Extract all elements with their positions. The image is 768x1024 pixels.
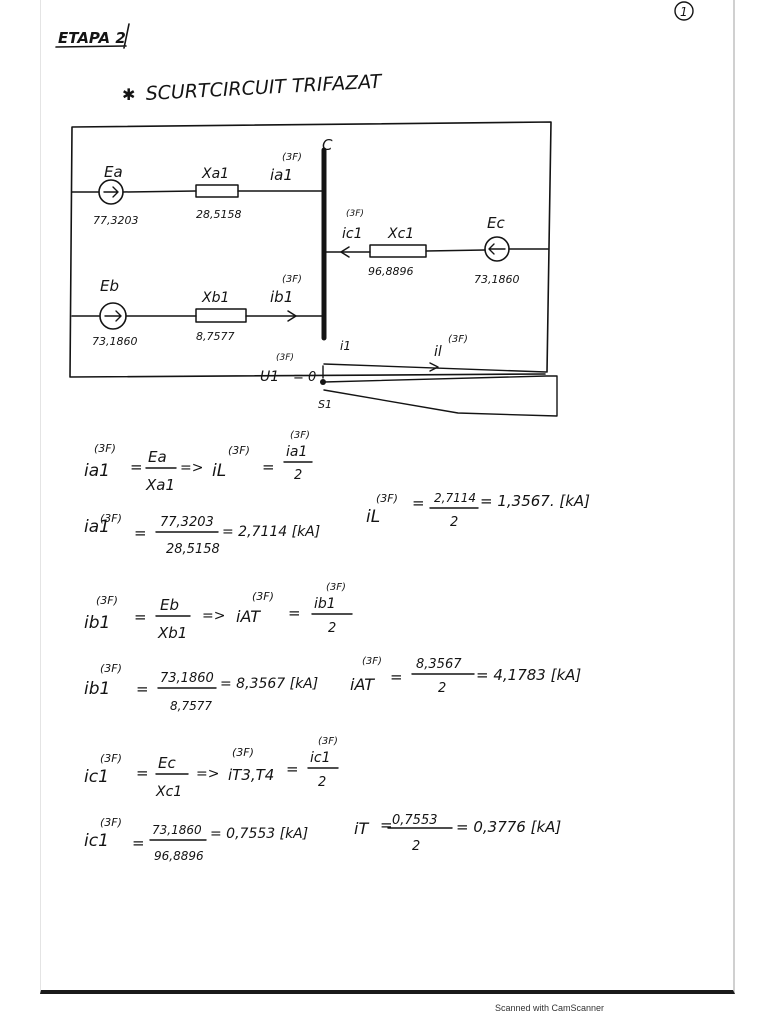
eq3-rhs-equals: =	[288, 604, 301, 622]
reactance-xc1-label: Xc1	[388, 226, 415, 242]
eq4-result: = 8,3567 [kA]	[220, 676, 319, 692]
current-il-superscript: (3F)	[448, 334, 468, 345]
eq5-rhs-equals: =	[286, 760, 299, 778]
eq5-rhs-num-sup: (3F)	[318, 736, 338, 747]
current-ib1-label: ib1	[270, 288, 294, 306]
eq1-rhs-num-sup: (3F)	[290, 430, 310, 441]
eq1-lhs: ia1	[84, 461, 110, 481]
eq1-num: Ea	[148, 448, 167, 466]
eq2b-den: 2	[450, 515, 459, 530]
eq5-rhs-den: 2	[318, 775, 327, 790]
eq6-den: 96,8896	[154, 849, 204, 863]
header	[56, 2, 693, 105]
eq4b-lhs-sup: (3F)	[362, 656, 382, 667]
eq1-lhs-sup: (3F)	[94, 442, 116, 455]
source-ec-arrow-icon	[489, 244, 505, 254]
voltage-u1-label: U1	[260, 369, 280, 385]
eq3-rhs-den: 2	[328, 621, 337, 636]
eq1-rhs: iL	[212, 461, 227, 481]
eq1-rhs-equals: =	[262, 458, 275, 476]
eq3-rhs-num-sup: (3F)	[326, 582, 346, 593]
eq1-implies: =>	[180, 460, 204, 476]
page-title: SCURTCIRCUIT TRIFAZAT	[145, 70, 382, 105]
eq3-lhs: ib1	[84, 613, 111, 633]
eq2-lhs: ia1	[84, 517, 110, 537]
eq6b-result: = 0,3776 [kA]	[456, 818, 562, 836]
fault-point-dot	[320, 379, 326, 385]
reactance-xb1-value: 8,7577	[196, 330, 235, 343]
eq2b-num: 2,7114	[434, 491, 476, 505]
current-i1-label: i1	[340, 339, 351, 353]
bullet-mark: ✱	[122, 85, 136, 104]
eq2-lhs-sup: (3F)	[100, 512, 122, 525]
eq5-rhs-num: ic1	[310, 750, 331, 766]
eq1-rhs-den: 2	[294, 468, 303, 483]
source-ec-label: Ec	[487, 214, 505, 232]
eq5-lhs: ic1	[84, 767, 109, 787]
eq1-den: Xa1	[146, 476, 176, 494]
reactance-xc1-value: 96,8896	[368, 265, 414, 278]
line-loop-lower	[324, 376, 557, 416]
eq6b-equals: =	[380, 816, 393, 834]
source-ec-value: 73,1860	[474, 273, 520, 286]
eq6-lhs-sup: (3F)	[100, 816, 122, 829]
eq2b-lhs-sup: (3F)	[376, 492, 398, 505]
eq3-rhs-num: ib1	[314, 596, 336, 612]
reactance-xb1-label: Xb1	[202, 290, 230, 306]
eq6-num: 73,1860	[152, 823, 202, 837]
source-ea-arrow-icon	[104, 187, 118, 197]
eq1-rhs-num: ia1	[286, 444, 308, 460]
eq2b-result: = 1,3567. [kA]	[480, 492, 591, 510]
eq4b-result: = 4,1783 [kA]	[476, 666, 582, 684]
eq4b-num: 8,3567	[416, 657, 462, 672]
current-ic1-label: ic1	[342, 226, 363, 242]
current-ia1-superscript: (3F)	[282, 152, 302, 163]
eq2-num: 77,3203	[160, 515, 214, 530]
stage-label: ETAPA 2	[58, 29, 126, 47]
fault-label: S1	[318, 398, 332, 411]
eq4-lhs-sup: (3F)	[100, 662, 122, 675]
eq1-rhs-sup: (3F)	[228, 444, 250, 457]
eq3-implies: =>	[202, 608, 226, 624]
branch-c-wire-mid	[426, 250, 485, 251]
reactance-xa1-value: 28,5158	[196, 208, 242, 221]
source-eb-arrow-icon	[105, 311, 121, 321]
voltage-u1-superscript: (3F)	[276, 353, 294, 363]
eq6-result: = 0,7553 [kA]	[210, 826, 309, 842]
reactance-xb1-box	[196, 309, 246, 322]
eq4-num: 73,1860	[160, 671, 214, 686]
source-eb-label: Eb	[100, 277, 119, 295]
reactance-xc1-box	[370, 245, 426, 257]
eq6b-num: 0,7553	[392, 813, 438, 828]
eq4b-equals: =	[390, 668, 403, 686]
bus-label: C	[322, 136, 333, 154]
calculations	[84, 430, 590, 863]
eq2b-lhs: iL	[366, 507, 381, 527]
eq4-lhs: ib1	[84, 679, 111, 699]
current-ia1-label: ia1	[270, 166, 293, 184]
source-ea-value: 77,3203	[93, 214, 139, 227]
eq6b-den: 2	[412, 839, 421, 854]
eq3-num: Eb	[160, 596, 179, 614]
current-il-label: il	[434, 344, 442, 360]
eq4b-den: 2	[438, 681, 447, 696]
eq6-lhs: ic1	[84, 831, 109, 851]
eq5-rhs: iT3,T4	[228, 766, 275, 784]
line-l1-arrow-icon	[430, 363, 438, 371]
eq3-rhs-sup: (3F)	[252, 590, 274, 603]
eq5-den: Xc1	[156, 784, 183, 800]
eq2-den: 28,5158	[166, 542, 220, 557]
eq5-equals: =	[136, 764, 149, 782]
source-eb-value: 73,1860	[92, 335, 138, 348]
circuit-diagram	[70, 122, 557, 416]
eq5-rhs-sup: (3F)	[232, 746, 254, 759]
eq3-equals: =	[134, 608, 147, 626]
eq5-num: Ec	[158, 754, 176, 772]
voltage-u1-value: = 0	[293, 370, 317, 385]
reactance-xa1-label: Xa1	[202, 166, 230, 182]
eq3-lhs-sup: (3F)	[96, 594, 118, 607]
eq1-equals: =	[130, 458, 143, 476]
branch-a-wire-mid	[123, 191, 196, 192]
reactance-xa1-box	[196, 185, 238, 197]
source-ea-label: Ea	[104, 163, 123, 181]
eq3-rhs: iAT	[236, 607, 260, 626]
scanner-footer: Scanned with CamScanner	[495, 1003, 605, 1013]
current-ib1-superscript: (3F)	[282, 274, 302, 285]
eq3-den: Xb1	[158, 624, 188, 642]
eq6b-lhs: iT	[354, 819, 369, 838]
current-ic1-superscript: (3F)	[346, 209, 364, 219]
eq2b-equals: =	[412, 494, 425, 512]
eq4-den: 8,7577	[170, 699, 212, 713]
eq2-result: = 2,7114 [kA]	[222, 524, 321, 540]
eq5-lhs-sup: (3F)	[100, 752, 122, 765]
eq6-equals: =	[132, 834, 145, 852]
eq5-implies: =>	[196, 766, 220, 782]
page-number: 1	[680, 5, 688, 19]
eq2-equals: =	[134, 524, 147, 542]
eq4-equals: =	[136, 680, 149, 698]
eq4b-lhs: iAT	[350, 675, 374, 694]
